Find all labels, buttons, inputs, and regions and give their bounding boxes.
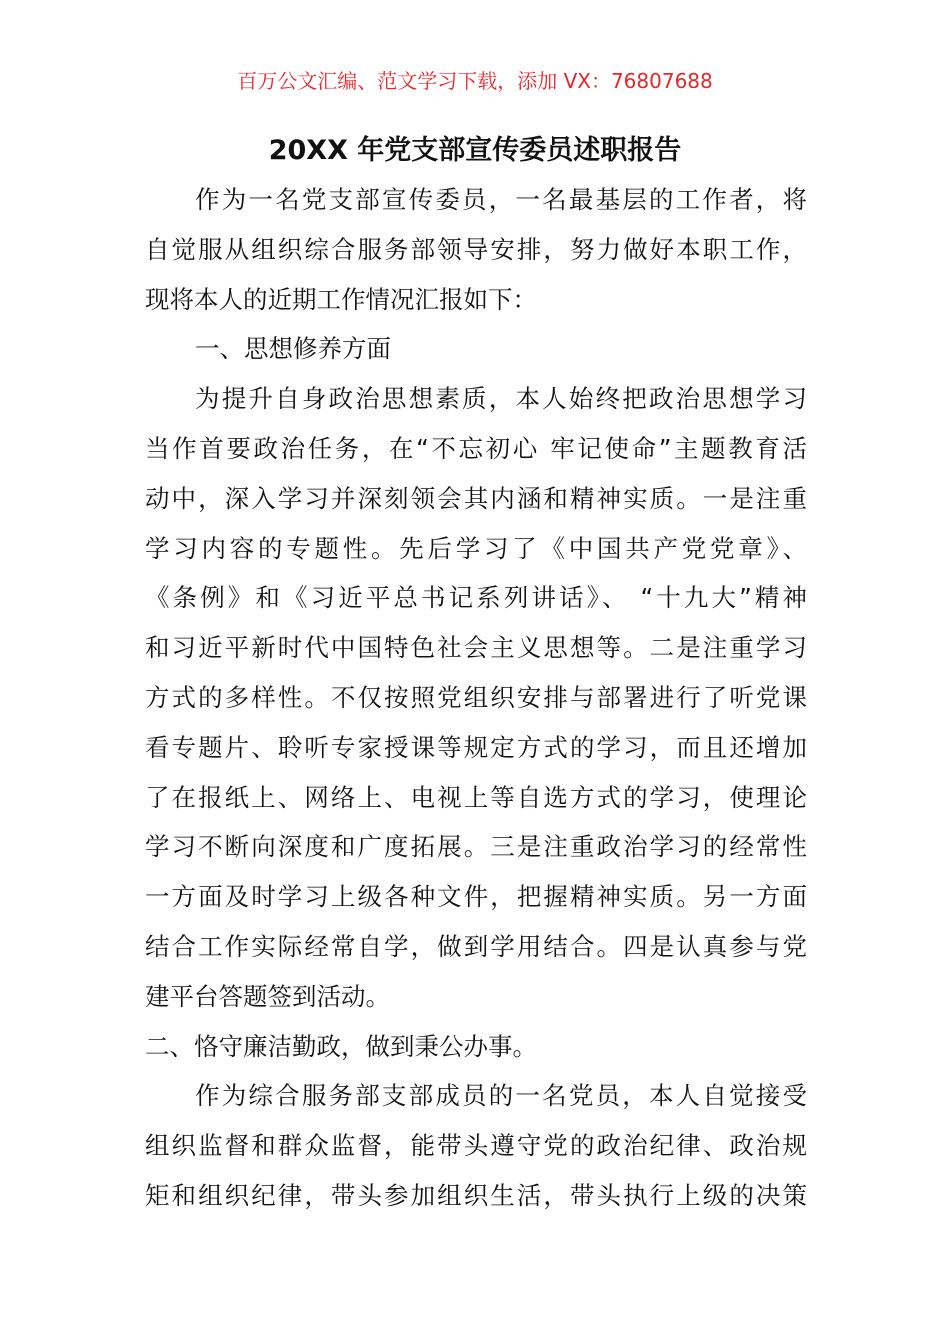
text-line: 二、恪守廉洁勤政，做到秉公办事。 [145, 1031, 537, 1061]
text-line: 一、思想修养方面 [195, 334, 391, 364]
text-line: 作为综合服务部支部成员的一名党员，本人自觉接受 [195, 1081, 807, 1111]
text-line: 建平台答题签到活动。 [145, 981, 390, 1011]
document-body [145, 182, 807, 1228]
text-line: 动中，深入学习并深刻领会其内涵和精神实质。一是注重 [145, 483, 807, 513]
text-line: 《条例》和《习近平总书记系列讲话》、 “十九大”精神 [145, 583, 807, 613]
text-line: 矩和组织纪律，带头参加组织生活，带头执行上级的决策 [145, 1180, 807, 1210]
text-line: 作为一名党支部宣传委员，一名最基层的工作者，将 [195, 185, 807, 214]
text-line: 结合工作实际经常自学，做到学用结合。四是认真参与党 [145, 931, 807, 961]
text-line: 一方面及时学习上级各种文件，把握精神实质。另一方面 [145, 882, 807, 912]
text-line: 为提升自身政治思想素质，本人始终把政治思想学习 [195, 384, 807, 414]
text-line: 当作首要政治任务，在“不忘初心 牢记使命”主题教育活 [145, 433, 807, 463]
text-line: 看专题片、聆听专家授课等规定方式的学习，而且还增加 [145, 732, 807, 762]
text-line: 学习内容的专题性。先后学习了《中国共产党党章》、 [145, 533, 807, 563]
text-line: 和习近平新时代中国特色社会主义思想等。二是注重学习 [145, 633, 807, 663]
text-line: 学习不断向深度和广度拓展。三是注重政治学习的经常性 [145, 832, 807, 862]
text-line: 自觉服从组织综合服务部领导安排，努力做好本职工作， [145, 234, 807, 264]
text-line: 方式的多样性。不仅按照党组织安排与部署进行了听党课 [145, 682, 807, 712]
watermark-header: 百万公文汇编、范文学习下载，添加 VX：76807688 [237, 69, 713, 93]
text-line: 了在报纸上、网络上、电视上等自选方式的学习，使理论 [145, 782, 807, 812]
text-line: 组织监督和群众监督，能带头遵守党的政治纪律、政治规 [145, 1131, 807, 1161]
text-line: 现将本人的近期工作情况汇报如下： [145, 284, 537, 314]
document-title: 20XX 年党支部宣传委员述职报告 [268, 135, 682, 166]
